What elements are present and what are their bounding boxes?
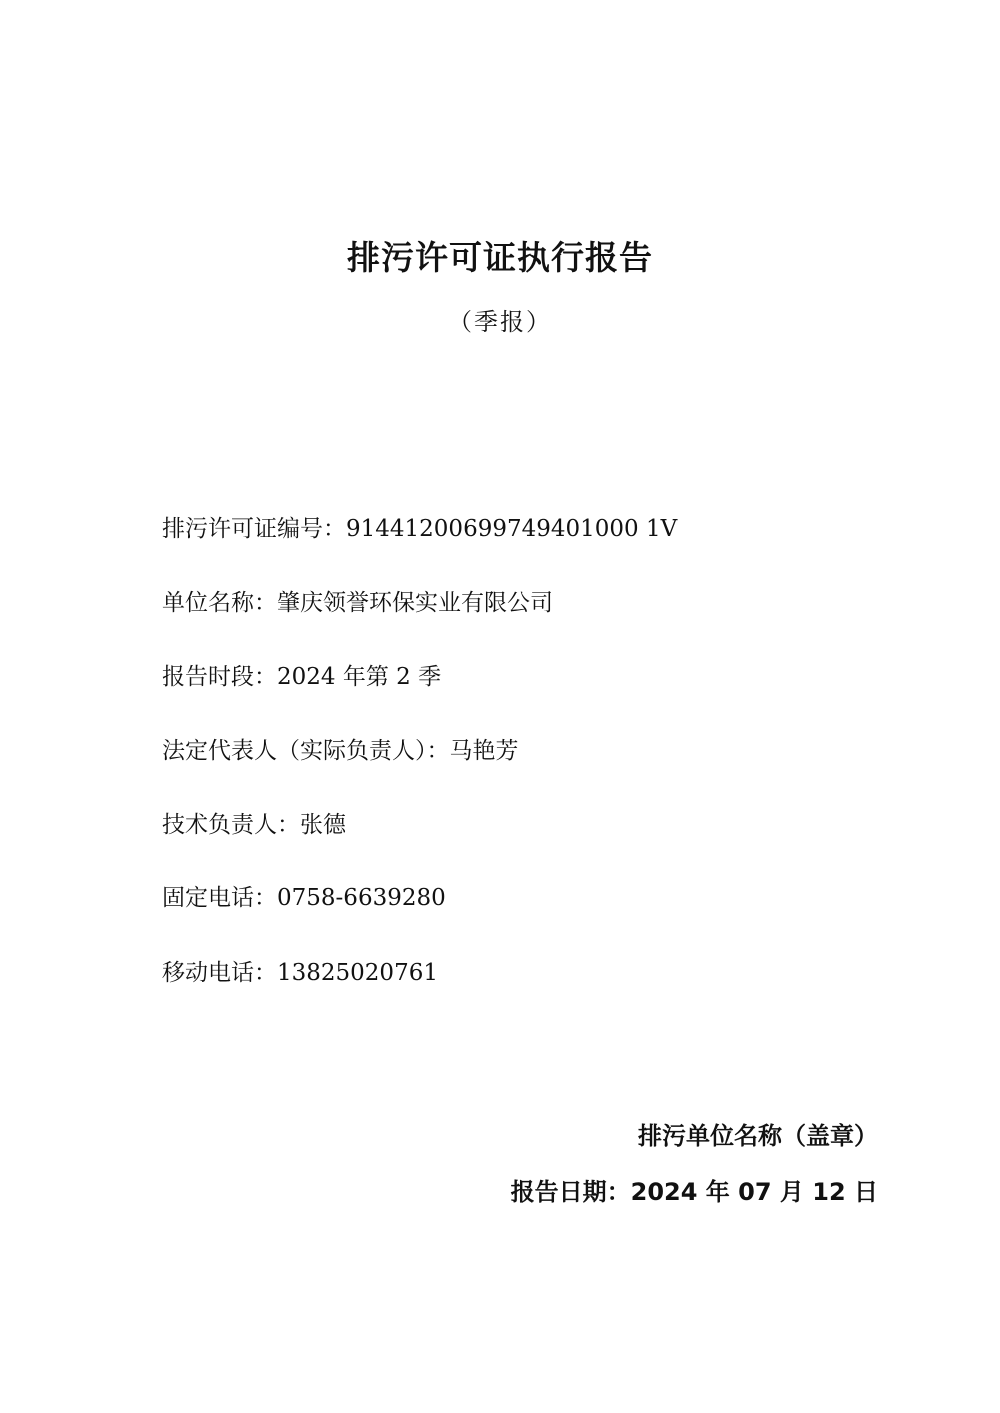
- signature-date-row: [511, 1172, 878, 1207]
- report-subtitle: （季报）: [448, 308, 552, 336]
- unit-name-label: 单位名称：: [162, 590, 277, 616]
- legal-representative-row: [162, 732, 519, 765]
- mobile-row: [162, 954, 438, 987]
- report-date-label: 报告日期：: [510, 1178, 631, 1206]
- mobile-label: 移动电话：: [162, 960, 277, 986]
- unit-name-value: 肇庆领誉环保实业有限公司: [277, 590, 553, 616]
- legal-representative-value: 马艳芳: [449, 738, 519, 764]
- signature-unit-label: 排污单位名称（盖章）: [638, 1122, 878, 1150]
- report-date-value: 2024 年 07 月 12 日: [630, 1178, 878, 1206]
- technical-lead-label: 技术负责人：: [162, 812, 300, 838]
- report-period-row: [162, 658, 441, 691]
- technical-lead-value: 张德: [300, 812, 346, 838]
- mobile-value: 13825020761: [277, 960, 438, 986]
- landline-value: 0758-6639280: [277, 885, 446, 911]
- report-period-label: 报告时段：: [162, 664, 277, 690]
- permit-number-label: 排污许可证编号：: [162, 516, 346, 542]
- unit-name-row: [162, 584, 553, 617]
- technical-lead-row: [162, 806, 346, 839]
- permit-number-row: [162, 510, 677, 543]
- report-period-value: 2024 年第 2 季: [277, 664, 442, 690]
- landline-row: [162, 879, 446, 912]
- landline-label: 固定电话：: [162, 885, 277, 911]
- legal-representative-label: 法定代表人（实际负责人）：: [162, 738, 450, 764]
- permit-number-value: 91441200699749401000 1V: [346, 516, 678, 542]
- report-title: 排污许可证执行报告: [347, 238, 653, 277]
